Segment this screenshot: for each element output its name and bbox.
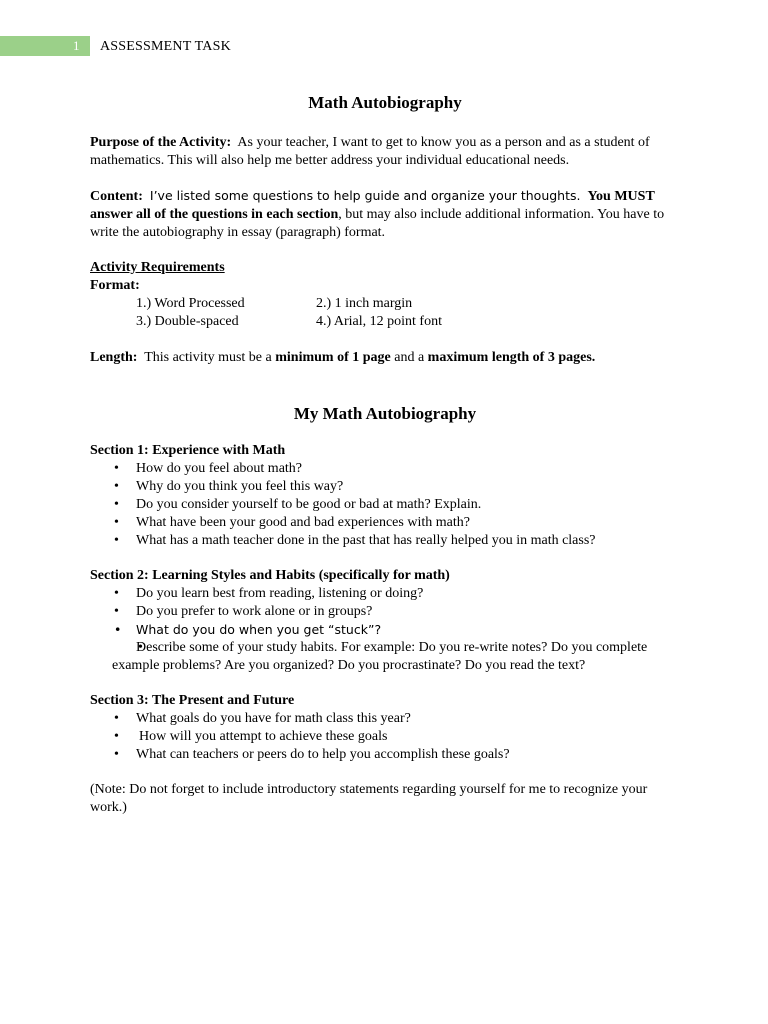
length-maximum: maximum length of 3 pages.: [427, 350, 596, 365]
format-item: 1.) Word Processed: [136, 296, 245, 311]
content-text: , but may also include additional information. You have to write the autobiography in essay (paragraph) format.: [90, 207, 665, 240]
list-item: • How do you feel about math?: [90, 460, 680, 478]
requirements-title: Activity Requirements: [90, 260, 225, 275]
format-row: [90, 313, 680, 331]
format-item: 2.) 1 inch margin: [316, 296, 413, 311]
page-number-box: [0, 36, 90, 56]
format-item: 4.) Arial, 12 point font: [316, 314, 442, 329]
list-item: • Do you consider yourself to be good or bad at math? Explain.: [90, 496, 680, 514]
document-title: Math Autobiography: [308, 93, 462, 112]
length-paragraph: [90, 349, 680, 367]
content-paragraph: [90, 187, 680, 242]
length-minimum: minimum of 1 page: [275, 350, 391, 365]
page-header: [0, 36, 768, 56]
section-title: Section 3: The Present and Future: [90, 693, 295, 708]
section-list: [90, 710, 680, 764]
content-bold-text: You MUST answer all of the questions in each section: [90, 189, 655, 222]
format-item: 3.) Double-spaced: [136, 314, 239, 329]
section-title: Section 1: Experience with Math: [90, 443, 286, 458]
page-number: 1: [73, 38, 80, 53]
purpose-paragraph: [90, 134, 680, 170]
list-item: • What has a math teacher done in the past that has really helped you in math class?: [90, 532, 680, 550]
section-list: [90, 585, 680, 675]
purpose-label: Purpose of the Activity:: [90, 135, 232, 150]
list-item: • Do you prefer to work alone or in groups?: [90, 603, 680, 621]
list-item: • What goals do you have for math class this year?: [90, 710, 680, 728]
autobiography-subtitle: My Math Autobiography: [293, 404, 477, 423]
format-row: [90, 295, 680, 313]
list-item: • What can teachers or peers do to help you accomplish these goals?: [90, 746, 680, 764]
list-item: • What have been your good and bad experiences with math?: [90, 514, 680, 532]
list-item: • Describe some of your study habits. For example: Do you re-write notes? Do you complete example problems? Are you organized? Do you procrastinate? Do you read the text?: [90, 639, 680, 675]
note-paragraph: (Note: Do not forget to include introductory statements regarding yourself for me to recognize your work.): [90, 782, 648, 815]
length-text: This activity must be a: [144, 350, 272, 365]
length-label: Length:: [90, 350, 138, 365]
section-list: [90, 460, 680, 550]
list-item: • Do you learn best from reading, listening or doing?: [90, 585, 680, 603]
activity-requirements: [90, 259, 680, 331]
header-title: ASSESSMENT TASK: [100, 39, 231, 54]
document-body: [90, 92, 680, 834]
content-label: Content:: [90, 189, 143, 204]
length-text: and a: [394, 350, 425, 365]
content-handwritten-text: I’ve listed some questions to help guide and organize your thoughts.: [149, 188, 581, 203]
format-label: Format:: [90, 278, 140, 293]
section-title: Section 2: Learning Styles and Habits (specifically for math): [90, 568, 450, 583]
list-item: • How will you attempt to achieve these goals: [90, 728, 680, 746]
list-item: • Why do you think you feel this way?: [90, 478, 680, 496]
list-item: • What do you do when you get “stuck”?: [90, 621, 680, 639]
purpose-text: As your teacher, I want to get to know you as a person and as a student of mathematics. This will also help me better address your individual educational needs.: [90, 135, 650, 168]
